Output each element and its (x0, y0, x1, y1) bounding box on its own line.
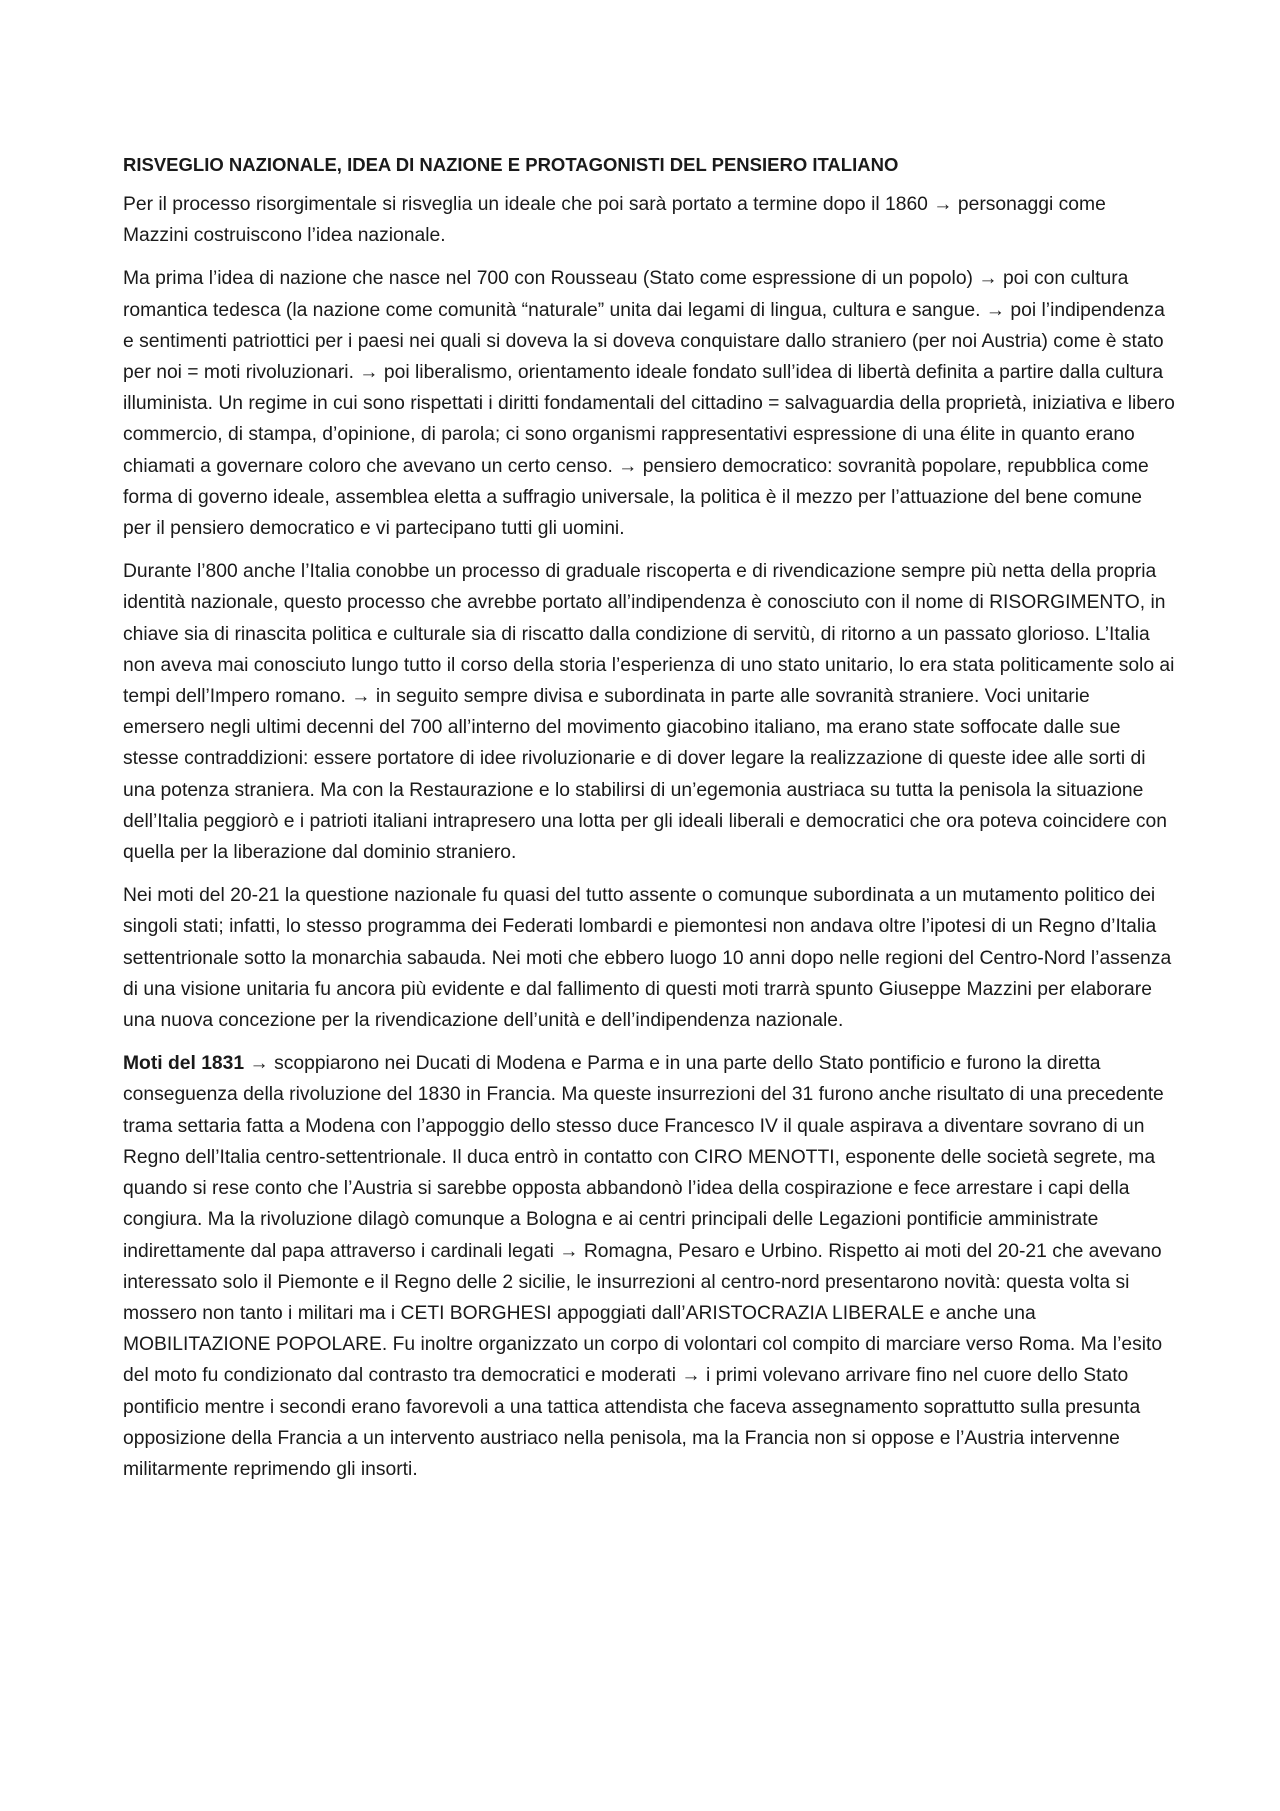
paragraph-risorgimento (123, 556, 1175, 868)
paragraph-text: → scoppiarono nei Ducati di Modena e Parma e in una parte dello Stato pontificio e furono la diretta conseguenza della rivoluzione del 1830 in Francia. Ma queste insurrezioni del 31 furono anche risultato di una precedente trama settaria fatta a Modena con l’appoggio dello stesso duce Francesco IV il quale aspirava a diventare sovrano di un Regno dell’Italia centro-settentrionale. Il duca entrò in contatto con CIRO MENOTTI, esponente delle società segrete, ma quando si rese conto che l’Austria si sarebbe opposta abbandonò l’idea della cospirazione e fece arrestare i capi della congiura. Ma la rivoluzione dilagò comunque a Bologna e ai centri principali delle Legazioni pontificie amministrate indirettamente dal papa attraverso i cardinali legati → Romagna, Pesaro e Urbino. Rispetto ai moti del 20-21 che avevano interessato solo il Piemonte e il Regno delle 2 sicilie, le insurrezioni al centro-nord presentarono novità: questa volta si mossero non tanto i militari ma i CETI BORGHESI appoggiati dall’ARISTOCRAZIA LIBERALE e anche una MOBILITAZIONE POPOLARE. Fu inoltre organizzato un corpo di volontari col compito di marciare verso Roma. Ma l’esito del moto fu condizionato dal contrasto tra democratici e moderati → i primi volevano arrivare fino nel cuore dello Stato pontificio mentre i secondi erano favorevoli a una tattica attendista che faceva assegnamento soprattutto sulla presunta opposizione della Francia a un intervento austriaco nella penisola, ma la Francia non si oppose e l’Austria intervenne militarmente reprimendo gli insorti. (123, 1053, 1164, 1480)
paragraph-moti-20-21 (123, 880, 1175, 1036)
paragraph-text: Nei moti del 20-21 la questione nazionale fu quasi del tutto assente o comunque subordinata a un mutamento politico dei singoli stati; infatti, lo stesso programma dei Federati lombardi e piemontesi non andava oltre l’ipotesi di un Regno d’Italia settentrionale sotto la monarchia sabauda. Nei moti che ebbero luogo 10 anni dopo nelle regioni del Centro-Nord l’assenza di una visione unitaria fu ancora più evidente e dal fallimento di questi moti trarrà spunto Giuseppe Mazzini per elaborare una nuova concezione per la rivendicazione dell’unità e dell’indipendenza nazionale. (123, 885, 1172, 1032)
paragraph-intro (123, 189, 1175, 251)
paragraph-moti-1831 (123, 1048, 1175, 1485)
document-page (123, 150, 1175, 1497)
paragraph-text: Per il processo risorgimentale si risveglia un ideale che poi sarà portato a termine dopo il 1860 → personaggi come Mazzini costruiscono l’idea nazionale. (123, 194, 1106, 247)
paragraph-lead: Moti del 1831 (123, 1053, 245, 1075)
document-title: RISVEGLIO NAZIONALE, IDEA DI NAZIONE E PROTAGONISTI DEL PENSIERO ITALIANO (123, 154, 899, 175)
paragraph-text: Ma prima l’idea di nazione che nasce nel 700 con Rousseau (Stato come espressione di un popolo) → poi con cultura romantica tedesca (la nazione come comunità “naturale” unita dai legami di lingua, cultura e sangue. → poi l’indipendenza e sentimenti patriottici per i paesi nei quali si doveva la si doveva conquistare dallo straniero (per noi Austria) come è stato per noi = moti rivoluzionari. → poi liberalismo, orientamento ideale fondato sull’idea di libertà definita a partire dalla cultura illuminista. Un regime in cui sono rispettati i diritti fondamentali del cittadino = salvaguardia della proprietà, iniziativa e libero commercio, di stampa, d’opinione, di parola; ci sono organismi rappresentativi espressione di una élite in quanto erano chiamati a governare coloro che avevano un certo censo. → pensiero democratico: sovranità popolare, repubblica come forma di governo ideale, assemblea eletta a suffragio universale, la politica è il mezzo per l’attuazione del bene comune per il pensiero democratico e vi partecipano tutti gli uomini. (123, 268, 1175, 540)
paragraph-idea-nazione (123, 263, 1175, 544)
paragraph-text: Durante l’800 anche l’Italia conobbe un processo di graduale riscoperta e di rivendicazione sempre più netta della propria identità nazionale, questo processo che avrebbe portato all’indipendenza è conosciuto con il nome di RISORGIMENTO, in chiave sia di rinascita politica e culturale sia di riscatto dalla condizione di servitù, di ritorno a un passato glorioso. L’Italia non aveva mai conosciuto lungo tutto il corso della storia l’esperienza di uno stato unitario, lo era stata politicamente solo ai tempi dell’Impero romano. → in seguito sempre divisa e subordinata in parte alle sovranità straniere. Voci unitarie emersero negli ultimi decenni del 700 all’interno del movimento giacobino italiano, ma erano state soffocate dalle sue stesse contraddizioni: essere portatore di idee rivoluzionarie e di dover legare la realizzazione di queste idee alle sorti di una potenza straniera. Ma con la Restaurazione e lo stabilirsi di un’egemonia austriaca su tutta la penisola la situazione dell’Italia peggiorò e i patrioti italiani intrapresero una lotta per gli ideali liberali e democratici che ora poteva coincidere con quella per la liberazione dal dominio straniero. (123, 561, 1175, 864)
